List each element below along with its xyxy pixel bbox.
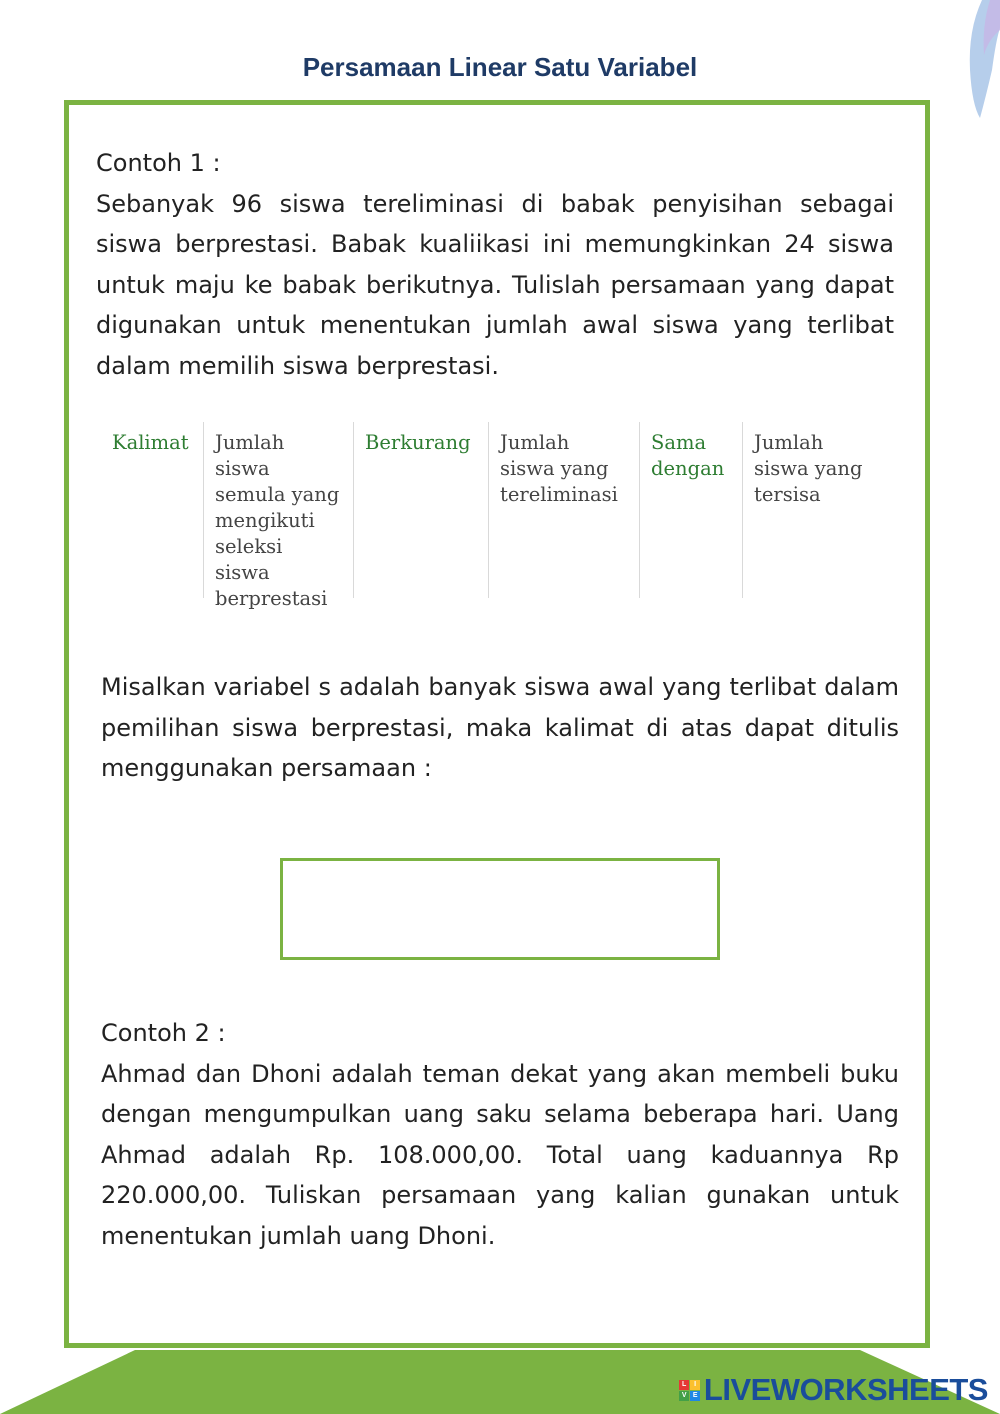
- table-cell-remaining-students: Jumlah siswa yang tersisa: [742, 422, 890, 598]
- equation-answer-input[interactable]: [283, 861, 717, 957]
- table-cell-eliminated-students: Jumlah siswa yang tereliminasi: [488, 422, 639, 598]
- page-title: Persamaan Linear Satu Variabel: [302, 52, 698, 82]
- example-1-heading: Contoh 1 :: [96, 149, 221, 177]
- logo-mark-icon: L I V E: [679, 1380, 700, 1401]
- explanation-text: Misalkan variabel s adalah banyak siswa awal yang terlibat dalam pemilihan siswa berprestasi, maka kalimat di atas dapat ditulis menggunakan persamaan :: [101, 673, 899, 782]
- table-label-kalimat: Kalimat: [112, 431, 189, 454]
- equation-answer-box[interactable]: [280, 858, 720, 960]
- example-1-text: Sebanyak 96 siswa tereliminasi di babak penyisihan sebagai siswa berprestasi. Babak kualiikasi ini memungkinkan 24 siswa untuk maju ke babak berikutnya. Tulislah persamaan yang dapat digunakan untuk menentukan jumlah awal siswa yang terlibat dalam memilih siswa berprestasi.: [96, 189, 894, 380]
- liveworksheets-logo: [679, 1372, 988, 1408]
- sentence-table: [100, 422, 890, 610]
- example-2-text: Ahmad dan Dhoni adalah teman dekat yang akan membeli buku dengan mengumpulkan uang saku selama beberapa hari. Uang Ahmad adalah Rp. 108.000,00. Total uang kaduannya Rp 220.000,00. Tuliskan persamaan yang kalian gunakan untuk menentukan jumlah uang Dhoni.: [101, 1059, 899, 1250]
- logo-text: LIVEWORKSHEETS: [703, 1372, 988, 1407]
- table-label-sama-dengan: Sama dengan: [639, 422, 742, 598]
- example-2-heading: Contoh 2 :: [101, 1019, 226, 1047]
- example-1: [96, 143, 894, 386]
- table-label-berkurang: Berkurang: [353, 422, 488, 598]
- table-cell-initial-students: Jumlah siswa semula yang mengikuti seleksi siswa berprestasi: [203, 422, 353, 598]
- example-2: [101, 1013, 899, 1256]
